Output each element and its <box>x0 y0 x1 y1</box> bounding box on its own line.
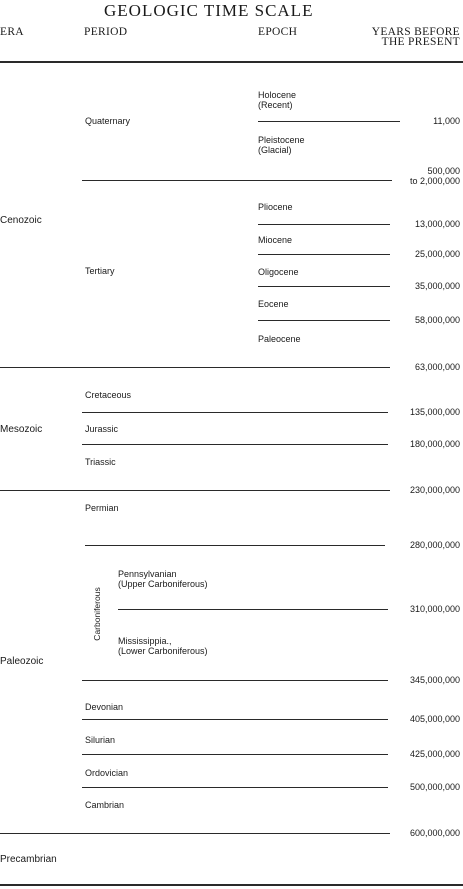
bottom-rule <box>0 884 463 886</box>
year-35000000: 35,000,000 <box>414 281 460 291</box>
pleistocene-label: Pleistocene <box>258 135 305 145</box>
silurian-label: Silurian <box>85 735 116 745</box>
year-405000000: 405,000,000 <box>409 714 460 724</box>
year-11000: 11,000 <box>433 116 460 126</box>
pennsylvanian-note: (Upper Carboniferous) <box>118 579 208 589</box>
holocene-pleistocene-boundary <box>258 121 400 122</box>
quaternary-label: Quaternary <box>85 116 131 126</box>
year-25000000: 25,000,000 <box>414 249 460 259</box>
year-230000000: 230,000,000 <box>409 485 460 495</box>
eocene-label: Eocene <box>258 299 289 309</box>
mississippian-label: Mississippia., <box>118 636 172 646</box>
cretaceous-jurassic-boundary <box>82 412 388 413</box>
year-63000000: 63,000,000 <box>414 362 460 372</box>
mississippian-note: (Lower Carboniferous) <box>118 646 208 656</box>
cretaceous-label: Cretaceous <box>85 390 132 400</box>
eocene-paleocene-boundary <box>258 320 390 321</box>
cenozoic-mesozoic-boundary <box>0 367 390 368</box>
years-column-header-line1: YEARS BEFORE <box>371 26 460 38</box>
cambrian-label: Cambrian <box>85 800 125 810</box>
years-column-header-line2: THE PRESENT <box>381 36 460 48</box>
miocene-label: Miocene <box>258 235 293 245</box>
period-column-header: PERIOD <box>84 26 128 38</box>
page-title: GEOLOGIC TIME SCALE <box>104 1 314 20</box>
pennsylvanian-mississippian-boundary <box>118 609 388 610</box>
oligocene-eocene-boundary <box>258 286 390 287</box>
jurassic-triassic-boundary <box>82 444 388 445</box>
tertiary-label: Tertiary <box>85 266 115 276</box>
miocene-oligocene-boundary <box>258 254 390 255</box>
era-precambrian: Precambrian <box>0 854 57 865</box>
era-cenozoic: Cenozoic <box>0 215 42 226</box>
jurassic-label: Jurassic <box>85 424 119 434</box>
oligocene-label: Oligocene <box>258 267 299 277</box>
pliocene-label: Pliocene <box>258 202 293 212</box>
year-310000000: 310,000,000 <box>409 604 460 614</box>
pennsylvanian-label: Pennsylvanian <box>118 569 177 579</box>
silurian-ordovician-boundary <box>82 754 388 755</box>
holocene-label: Holocene <box>258 90 297 100</box>
era-column-header: ERA <box>0 26 24 38</box>
permian-carboniferous-boundary <box>85 545 385 546</box>
carboniferous-label: Carboniferous <box>92 587 102 641</box>
year-180000000: 180,000,000 <box>409 439 460 449</box>
year-600000000: 600,000,000 <box>409 828 460 838</box>
triassic-label: Triassic <box>85 457 116 467</box>
era-mesozoic: Mesozoic <box>0 424 43 435</box>
era-paleozoic: Paleozoic <box>0 656 44 667</box>
devonian-label: Devonian <box>85 702 124 712</box>
year-58000000: 58,000,000 <box>414 315 460 325</box>
ordovician-cambrian-boundary <box>82 787 388 788</box>
year-500000000: 500,000,000 <box>409 782 460 792</box>
year-2000000: to 2,000,000 <box>409 176 460 186</box>
pleistocene-note: (Glacial) <box>258 145 292 155</box>
mesozoic-paleozoic-boundary <box>0 490 390 491</box>
paleocene-label: Paleocene <box>258 334 301 344</box>
year-280000000: 280,000,000 <box>409 540 460 550</box>
pliocene-miocene-boundary <box>258 224 390 225</box>
year-425000000: 425,000,000 <box>409 749 460 759</box>
devonian-silurian-boundary <box>82 719 388 720</box>
year-135000000: 135,000,000 <box>409 407 460 417</box>
holocene-note: (Recent) <box>258 100 293 110</box>
header-divider <box>0 61 463 63</box>
ordovician-label: Ordovician <box>85 768 129 778</box>
year-345000000: 345,000,000 <box>409 675 460 685</box>
year-500000: 500,000 <box>427 166 460 176</box>
quaternary-tertiary-boundary <box>82 180 392 181</box>
paleozoic-precambrian-boundary <box>0 833 390 834</box>
year-13000000: 13,000,000 <box>414 219 460 229</box>
permian-label: Permian <box>85 503 119 513</box>
carboniferous-devonian-boundary <box>82 680 388 681</box>
epoch-column-header: EPOCH <box>258 26 298 38</box>
